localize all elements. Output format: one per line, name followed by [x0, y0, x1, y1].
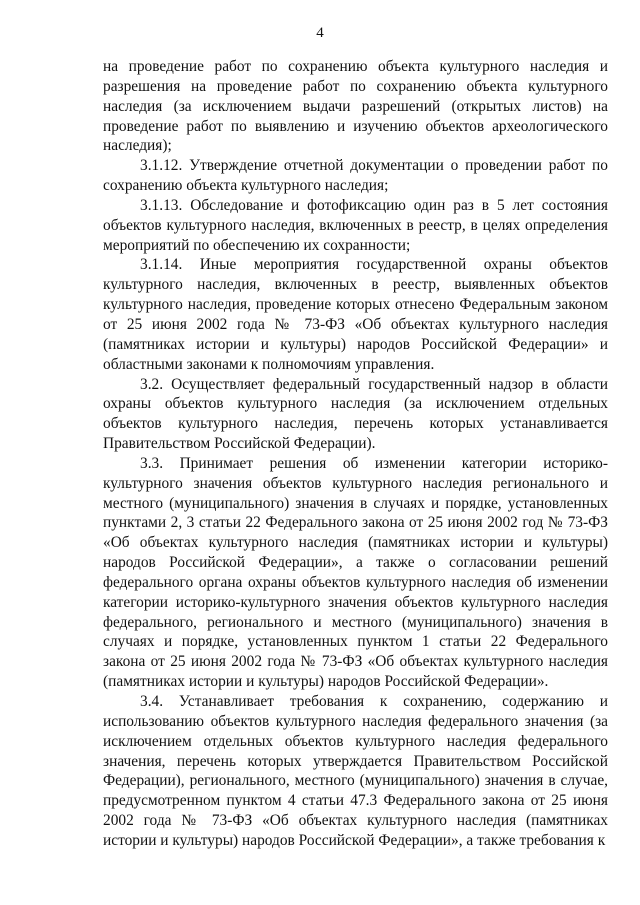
paragraph-3-1-14: 3.1.14. Иные мероприятия государственной охраны объектов культурного наследия, включенных в реестр, выявленных объектов культурного наследия, проведение которых отнесено Федеральным законом от 25 июня 2002 года № 73-ФЗ «Об объектах культурного наследия (памятниках истории и культуры) народов Российской Федерации» и областными законами к полномочиям управления. [103, 256, 608, 373]
paragraph-3-1-13: 3.1.13. Обследование и фотофиксацию один раз в 5 лет состояния объектов культурного наследия, включенных в реестр, в целях определения мероприятий по обеспечению их сохранности; [103, 196, 608, 254]
paragraph-3-2: 3.2. Осуществляет федеральный государственный надзор в области охраны объектов культурного наследия (за исключением отдельных объектов культурного наследия, перечень которых устанавливается Правительством Российской Федерации). [103, 375, 608, 453]
page-number: 4 [316, 25, 324, 41]
paragraph-3-1-12: 3.1.12. Утверждение отчетной документации о проведении работ по сохранению объекта культурного наследия; [103, 157, 608, 195]
document-body [103, 57, 608, 851]
paragraph-3-3: 3.3. Принимает решения об изменении категории историко-культурного значения объектов культурного наследия регионального и местного (муниципального) значения в случаях и порядке, установленных пунктами 2, 3 статьи 22 Федерального закона от 25 июня 2002 год № 73-ФЗ «Об объектах культурного наследия (памятниках истории и культуры) народов Российской Федерации», а также о согласовании решений федерального органа охраны объектов культурного наследия об изменении категории историко-культурного значения объектов культурного наследия федерального, регионального и местного (муниципального) значения в случаях и порядке, установленных пунктом 1 статьи 22 Федерального закона от 25 июня 2002 года № 73-ФЗ «Об объектах культурного наследия (памятниках истории и культуры) народов Российской Федерации». [103, 454, 608, 691]
paragraph-continuation: на проведение работ по сохранению объекта культурного наследия и разрешения на проведение работ по сохранению объекта культурного наследия (за исключением выдачи разрешений (открытых листов) на проведение работ по выявлению и изучению объектов археологического наследия); [103, 58, 608, 155]
paragraph-3-4: 3.4. Устанавливает требования к сохранению, содержанию и использованию объектов культурного наследия федерального значения (за исключением отдельных объектов культурного наследия федерального значения, перечень которых утверждается Правительством Российской Федерации), регионального, местного (муниципального) значения в случае, предусмотренном пунктом 4 статьи 47.3 Федерального закона от 25 июня 2002 года № 73-ФЗ «Об объектах культурного наследия (памятниках истории и культуры) народов Российской Федерации», а также требования к [103, 693, 608, 849]
